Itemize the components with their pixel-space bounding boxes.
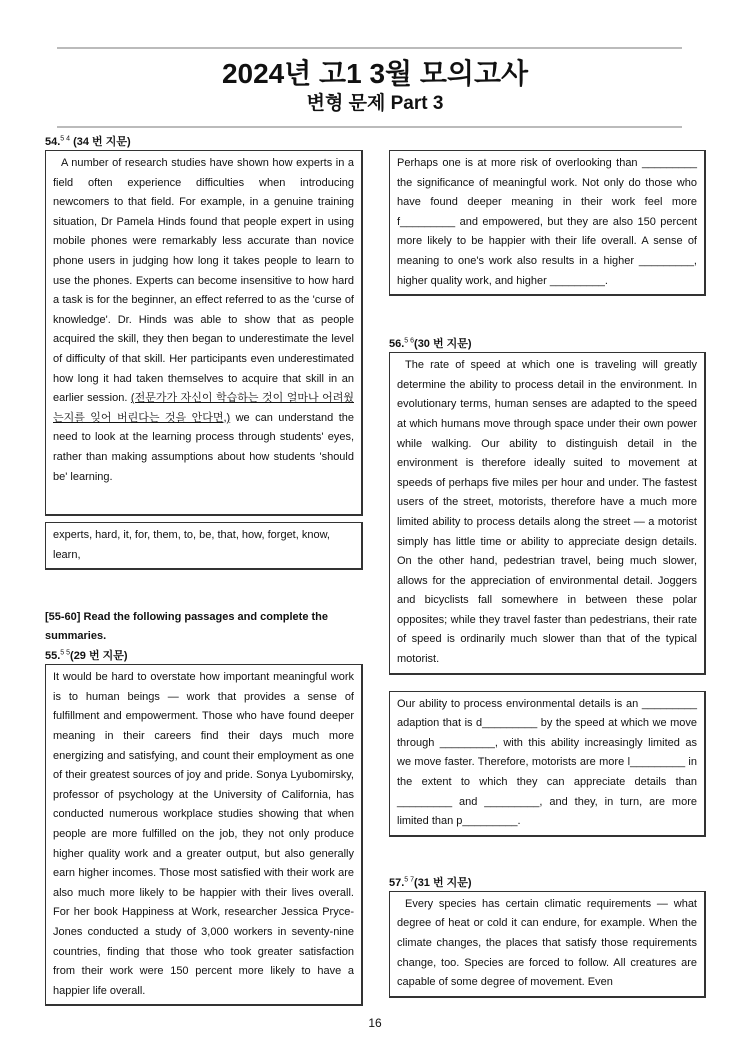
q55-passage: It would be hard to overstate how important meaningful work is to human beings — work that provides a sense of fulfillment and empowerment. Those who have found deeper meaning in their careers find their days much more energizing and satisfying, and count their employment as one of their greatest sources of joy and pride. Sonya Lyubomirsky, professor of psychology at the University of California, has conducted numerous workplace studies showing that when people are more fulfilled on the job, they not only produce higher quality work and a greater output, but also generally earn higher incomes. Those most satisfied with their work are also much more likely to be happier with their lives overall. For her book Happiness at Work, researcher Jessica Pryce-Jones conducted a study of 3,000 workers in seventy-nine countries, finding that those who took greater satisfaction from their work were 150 percent more likely to have a happier life overall. bbox=[45, 664, 363, 1006]
q54-underlined-korean: (전문가가 자신이 학습하는 것이 얼마나 어려웠는지를 잊어 버린다는 것을 안다면,) bbox=[53, 392, 354, 424]
page-title: 2024년 고1 3월 모의고사 bbox=[221, 58, 529, 89]
q56-label: 56.$^{5 6}$(30 번 지문) bbox=[389, 337, 472, 351]
instructions: [55-60] Read the following passages and complete the summaries. bbox=[45, 611, 329, 643]
q57-label: 57.$^{5 7}$(31 번 지문) bbox=[389, 876, 472, 889]
q55-label: 55.$^{5 5}$(29 번 지문) bbox=[45, 649, 128, 663]
q57-passage: Every species has certain climatic requirements — what degree of heat or cold it can endure, for example. When the climate changes, the places that satisfy those requirements change, too. Species are forced to follow. All creatures are capable of some degree of movement. Even bbox=[389, 891, 706, 998]
q56-passage: The rate of speed at which one is traveling will greatly determine the ability to process detail in the environment. In evolutionary terms, human senses are adapted to the speed at which humans move through space under their own power while walking. Our ability to distinguish detail in the environment is therefore ideally suited to movement at speeds of perhaps five miles per hour and under. The fastest users of the street, motorists, therefore have a much more limited ability to process details along the street — a motorist simply has little time or ability to appreciate design details. On the other hand, pedestrian travel, being much slower, allows for the appreciation of environmental detail. Joggers and bicyclists fall somewhere in between these polar opposites; while they travel faster than pedestrians, their rate of speed is ordinarily much slower than that of the typical motorist. bbox=[389, 352, 706, 675]
page-number: 16 bbox=[368, 1016, 382, 1030]
q55-summary: Perhaps one is at more risk of overlooking than _________ the significance of meaningful work. Not only do those who have found deeper meaning in their work feel more f_________ and empowered, but they are also 150 percent more likely to be happier with their life overall. A sense of meaning to one's work also results in a higher _________, higher quality work, and higher _________. bbox=[389, 150, 706, 296]
right-column bbox=[389, 134, 706, 998]
page-subtitle: 변형 문제 Part 3 bbox=[306, 93, 444, 114]
q54-passage: A number of research studies have shown how experts in a field often experience difficulties when introducing newcomers to that field. For example, in a genuine training situation, Dr Pamela Hinds found that people expert in using mobile phones were remarkably less accurate than novice phone users in judging how long it takes people to learn to use the phones. Experts can become insensitive to how hard a task is for the beginner, an effect referred to as the 'curse of knowledge'. Dr. Hinds was able to show that as people acquired the skill, they then began to underestimate the level of difficulty of that skill. Her participants even underestimated how long it had taken themselves to acquire that skill in an earlier session. (전문가가 자신이 학습하는 것이 얼마나 어려웠는지를 잊어 버린다는 것을 안다면,) we can understand the need to look at the learning process through students' eyes, rather than making assumptions about how students 'should be' learning. bbox=[45, 150, 363, 516]
q54-word-bank: experts, hard, it, for, them, to, be, that, how, forget, know, learn, bbox=[45, 522, 363, 570]
left-column bbox=[45, 134, 363, 1006]
q56-summary: Our ability to process environmental details is an _________ adaption that is d_________ by the speed at which we move through _________, with this ability increasingly limited as we move faster. Therefore, motorists are more l_________ in the extent to which they can appreciate details than _________ and _________, and they, in turn, are more limited than p_________. bbox=[389, 691, 706, 837]
top-rule bbox=[57, 47, 682, 49]
header-rule bbox=[57, 126, 682, 128]
q54-label: 54.$^{5 4}$ (34 번 지문) bbox=[45, 135, 131, 148]
